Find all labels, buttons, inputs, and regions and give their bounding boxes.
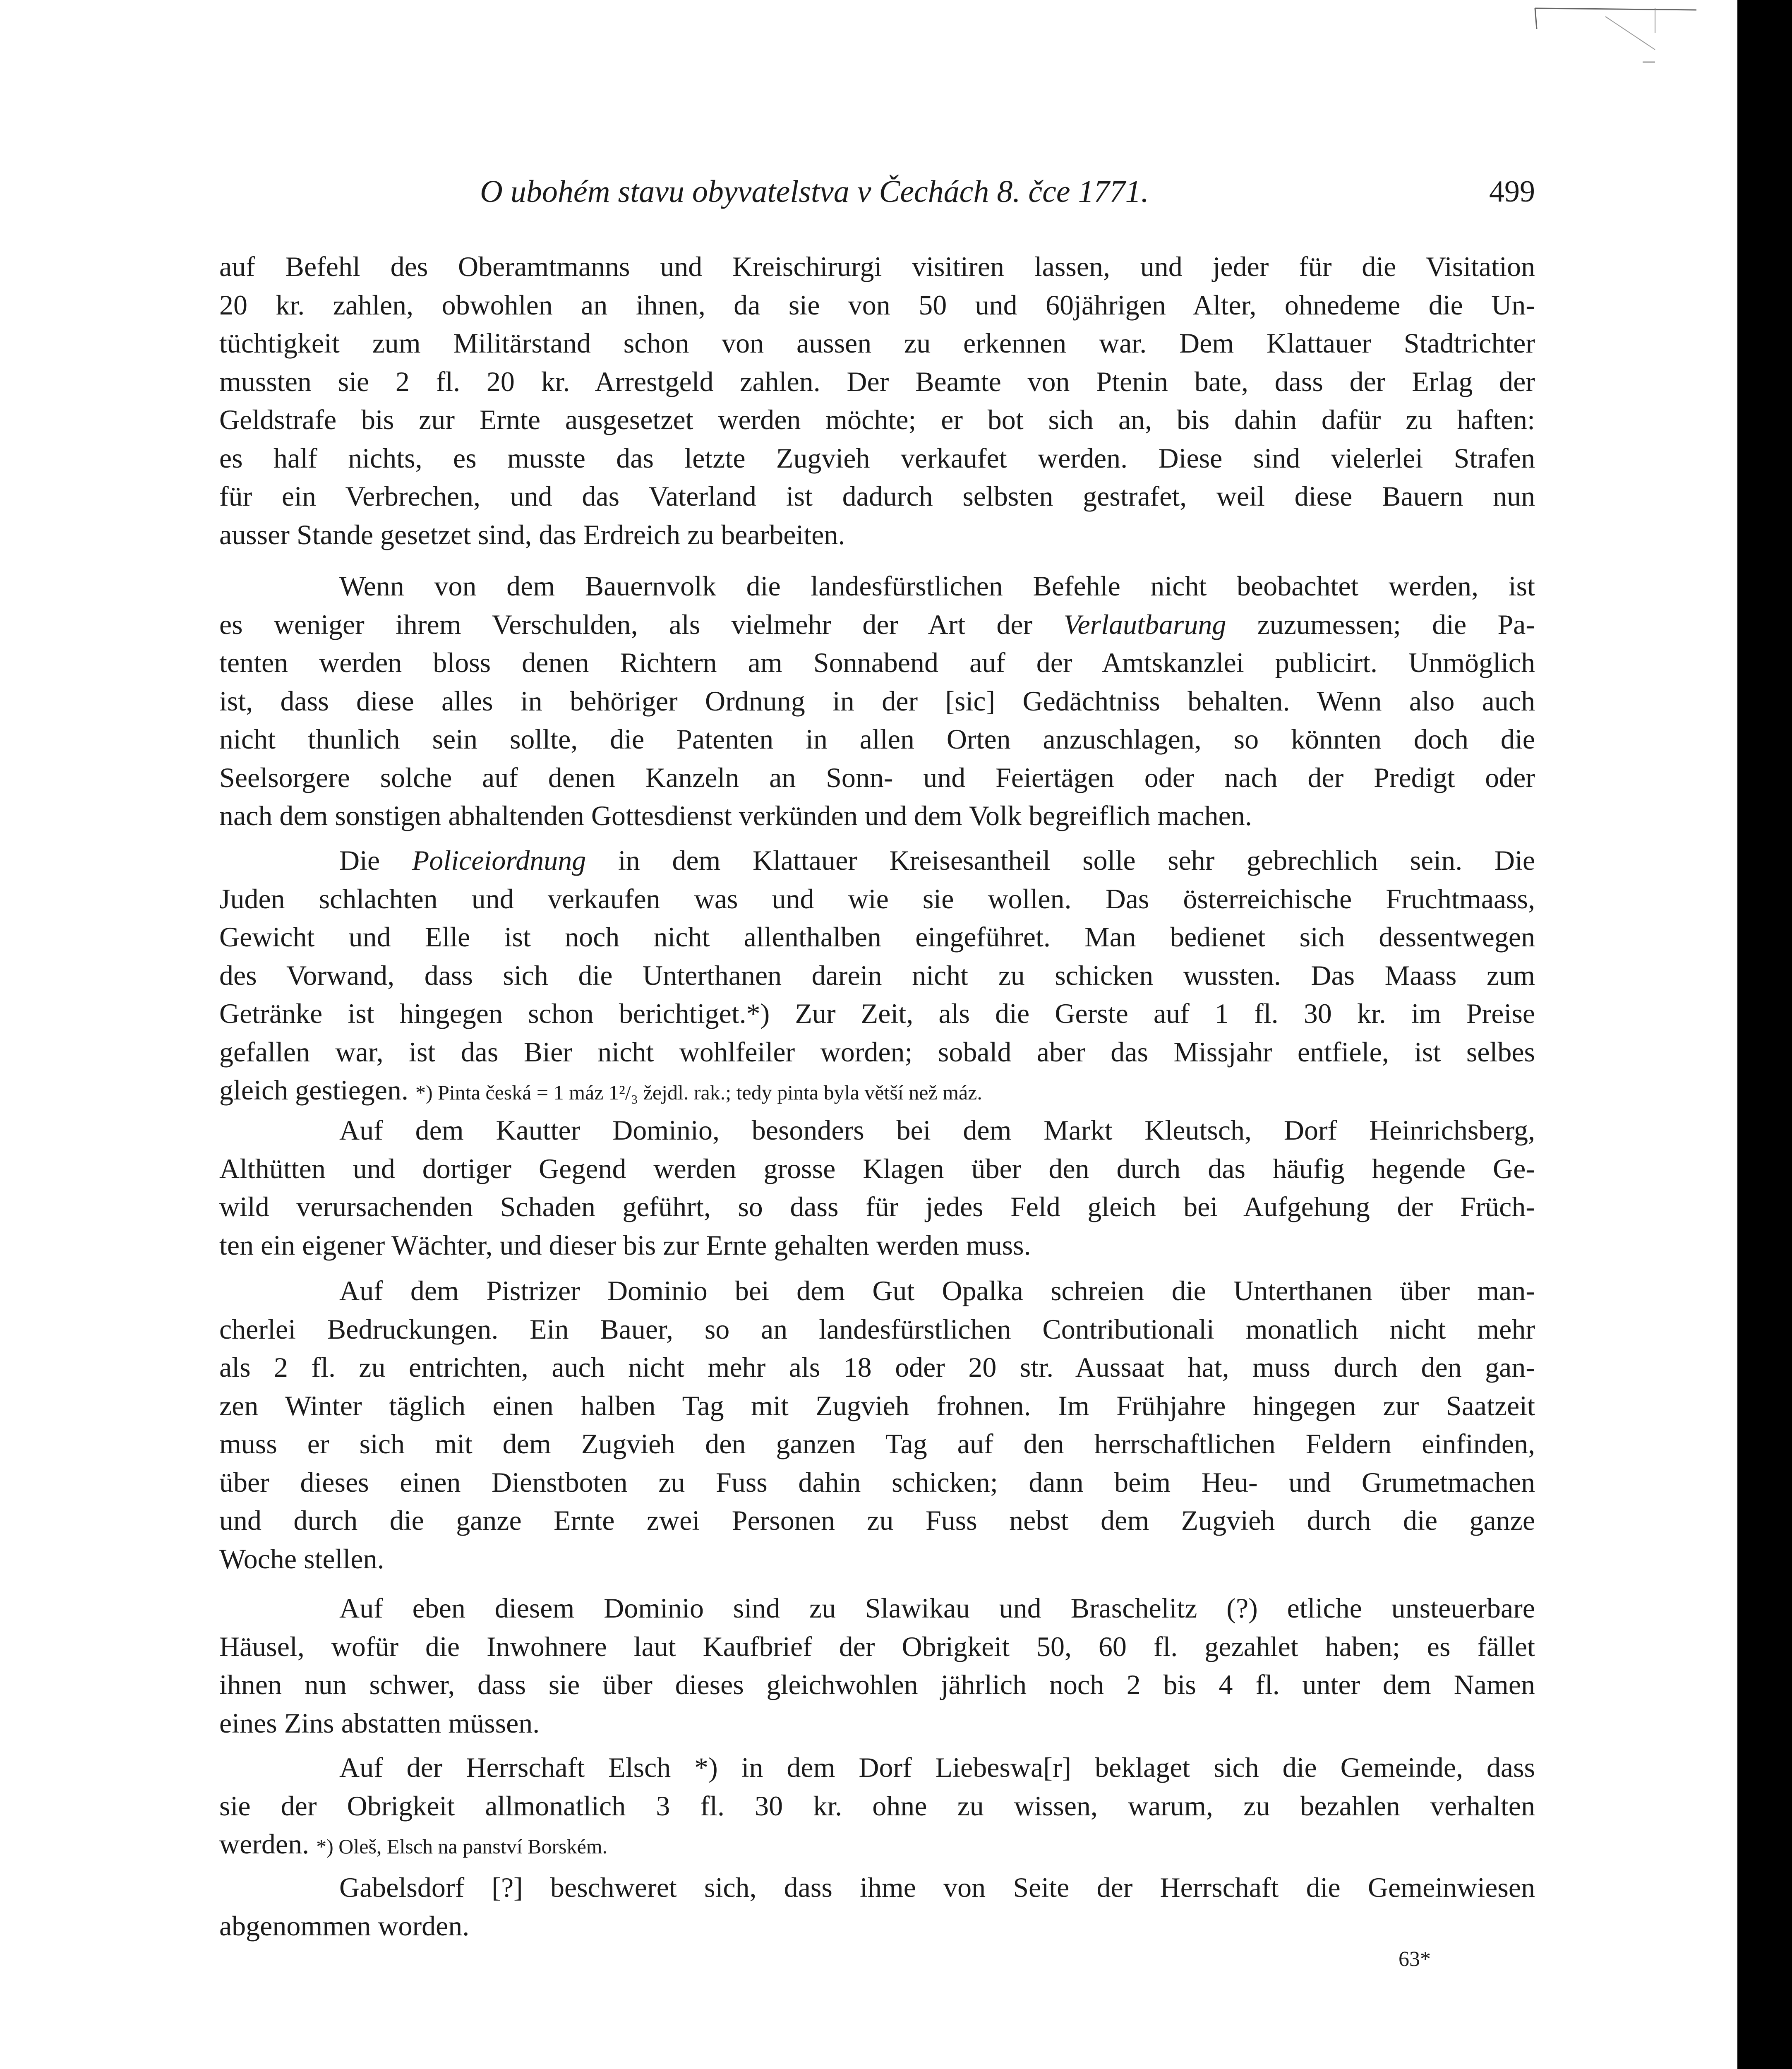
paragraph-7 <box>219 1748 1535 1863</box>
text-line: Auf der Herrschaft Elsch *) in dem Dorf Liebeswa[r] beklaget sich die Gemeinde, dass <box>339 1752 1535 1783</box>
paragraph-2 <box>219 567 1535 835</box>
text-line: abgenommen worden. <box>219 1910 470 1942</box>
text-line: als 2 fl. zu entrichten, auch nicht mehr als 18 oder 20 str. Aussaat hat, muss durch den gan- <box>219 1351 1535 1383</box>
text-line: eines Zins abstatten müssen. <box>219 1707 540 1739</box>
text-line: cherlei Bedruckungen. Ein Bauer, so an landesfürstlichen Contributionali monatlich nicht mehr <box>219 1313 1535 1345</box>
text-line: ten ein eigener Wächter, und dieser bis zur Ernte gehalten werden muss. <box>219 1229 1031 1261</box>
paragraph-8 <box>219 1868 1535 1945</box>
text-segment: in dem Klattauer Kreisesantheil solle sehr gebrechlich sein. Die <box>618 845 1535 876</box>
text-line: mussten sie 2 fl. 20 kr. Arrestgeld zahlen. Der Beamte von Ptenin bate, dass der Erlag der <box>219 365 1535 397</box>
text-line: sie der Obrigkeit allmonatlich 3 fl. 30 kr. ohne zu wissen, warum, zu bezahlen verhalten <box>219 1790 1535 1822</box>
text-line: zen Winter täglich einen halben Tag mit Zugvieh frohnen. Im Frühjahre hingegen zur Saatzeit <box>219 1390 1535 1421</box>
footnote: *) Oleš, Elsch na panství Borském. <box>316 1835 608 1858</box>
text-line: es half nichts, es musste das letzte Zugvieh verkaufet werden. Diese sind vielerlei Strafen <box>219 442 1535 474</box>
text-line: Geldstrafe bis zur Ernte ausgesetzet werden möchte; er bot sich an, bis dahin dafür zu haften: <box>219 404 1535 435</box>
text-line: Auf dem Pistrizer Dominio bei dem Gut Opalka schreien die Unterthanen über man- <box>339 1275 1535 1306</box>
emphasis-term: Policeiordnung <box>412 845 586 876</box>
text-line: Gewicht und Elle ist noch nicht allenthalben eingeführet. Man bedienet sich dessentwegen <box>219 921 1535 953</box>
emphasis-term: Verlautbarung <box>1063 608 1226 640</box>
text-line: Häusel, wofür die Inwohnere laut Kaufbrief der Obrigkeit 50, 60 fl. gezahlet haben; es fället <box>219 1630 1535 1662</box>
text-line: nach dem sonstigen abhaltenden Gottesdienst verkünden und dem Volk begreiflich machen. <box>219 800 1252 831</box>
text-line: für ein Verbrechen, und das Vaterland ist dadurch selbsten gestrafet, weil diese Bauern nun <box>219 480 1535 512</box>
paragraph-4 <box>219 1111 1535 1264</box>
page-number: 499 <box>1489 175 1535 209</box>
text-line <box>219 841 1535 880</box>
text-line: auf Befehl des Oberamtmanns und Kreischirurgi visitiren lassen, und jeder für die Visitation <box>219 251 1535 282</box>
text-line: ausser Stande gesetzet sind, das Erdreich zu bearbeiten. <box>219 518 845 550</box>
signature-mark: 63* <box>1399 1947 1431 1971</box>
paragraph-6 <box>219 1589 1535 1742</box>
text-segment: werden. <box>219 1828 309 1860</box>
text-line: gefallen war, ist das Bier nicht wohlfeiler worden; sobald aber das Missjahr entfiele, ist selbes <box>219 1036 1535 1068</box>
text-line: nicht thunlich sein sollte, die Patenten in allen Orten anzuschlagen, so könnten doch die <box>219 723 1535 755</box>
text-line: Wenn von dem Bauernvolk die landesfürstlichen Befehle nicht beobachtet werden, ist <box>339 570 1535 602</box>
text-line-with-footnote <box>219 1071 1535 1109</box>
text-line: tenten werden bloss denen Richtern am Sonnabend auf der Amtskanzlei publicirt. Unmöglich <box>219 647 1535 678</box>
text-line: wild verursachenden Schaden geführt, so dass für jedes Feld gleich bei Aufgehung der Früch- <box>219 1191 1535 1222</box>
text-line: Juden schlachten und verkaufen was und wie sie wollen. Das österreichische Fruchtmaass, <box>219 883 1535 914</box>
text-line: 20 kr. zahlen, obwohlen an ihnen, da sie von 50 und 60jährigen Alter, ohnedeme die Un- <box>219 289 1535 321</box>
paragraph-1 <box>219 247 1535 554</box>
text-segment: gleich gestiegen. <box>219 1074 408 1106</box>
paragraph-5 <box>219 1272 1535 1578</box>
text-line: Seelsorgere solche auf denen Kanzeln an Sonn- und Feiertägen oder nach der Predigt oder <box>219 761 1535 793</box>
text-segment: es weniger ihrem Verschulden, als vielmehr der Art der <box>219 608 1033 640</box>
text-segment: zuzumessen; die Pa- <box>1257 608 1535 640</box>
text-line: ihnen nun schwer, dass sie über dieses gleichwohlen jährlich noch 2 bis 4 fl. unter dem Namen <box>219 1669 1535 1700</box>
text-line-with-footnote <box>219 1825 1535 1863</box>
text-line: tüchtigkeit zum Militärstand schon von aussen zu erkennen war. Dem Klattauer Stadtrichter <box>219 327 1535 359</box>
text-line: Woche stellen. <box>219 1543 384 1575</box>
scan-edge-bar <box>1737 0 1792 2069</box>
text-line: Althütten und dortiger Gegend werden grosse Klagen über den durch das häufig hegende Ge- <box>219 1152 1535 1184</box>
text-segment: Die <box>339 845 380 876</box>
text-line: über dieses einen Dienstboten zu Fuss dahin schicken; dann beim Heu- und Grumetmachen <box>219 1466 1535 1498</box>
text-line: muss er sich mit dem Zugvieh den ganzen Tag auf den herrschaftlichen Feldern einfinden, <box>219 1428 1535 1459</box>
text-line: des Vorwand, dass sich die Unterthanen darein nicht zu schicken wussten. Das Maass zum <box>219 959 1535 991</box>
text-line: Getränke ist hingegen schon berichtiget.*) Zur Zeit, als die Gerste auf 1 fl. 30 kr. im Preise <box>219 998 1535 1029</box>
text-line: Gabelsdorf [?] beschweret sich, dass ihme von Seite der Herrschaft die Gemeinwiesen <box>339 1872 1535 1903</box>
paragraph-3 <box>219 841 1535 1109</box>
scan-edge-marks <box>1531 0 1737 108</box>
running-head <box>219 169 1535 214</box>
running-title: O ubohém stavu obyvatelstva v Čechách 8. čce 1771. <box>480 174 1149 209</box>
text-line: ist, dass diese alles in behöriger Ordnung in der [sic] Gedächtniss behalten. Wenn also auch <box>219 685 1535 717</box>
text-line: Auf eben diesem Dominio sind zu Slawikau und Braschelitz (?) etliche unsteuerbare <box>339 1592 1535 1624</box>
text-line <box>219 605 1535 644</box>
footnote: *) Pinta česká = 1 máz 1²/₃ žejdl. rak.; tedy pinta byla větší než máz. <box>415 1081 982 1104</box>
text-line: und durch die ganze Ernte zwei Personen zu Fuss nebst dem Zugvieh durch die ganze <box>219 1505 1535 1536</box>
text-line: Auf dem Kautter Dominio, besonders bei dem Markt Kleutsch, Dorf Heinrichsberg, <box>339 1114 1535 1146</box>
